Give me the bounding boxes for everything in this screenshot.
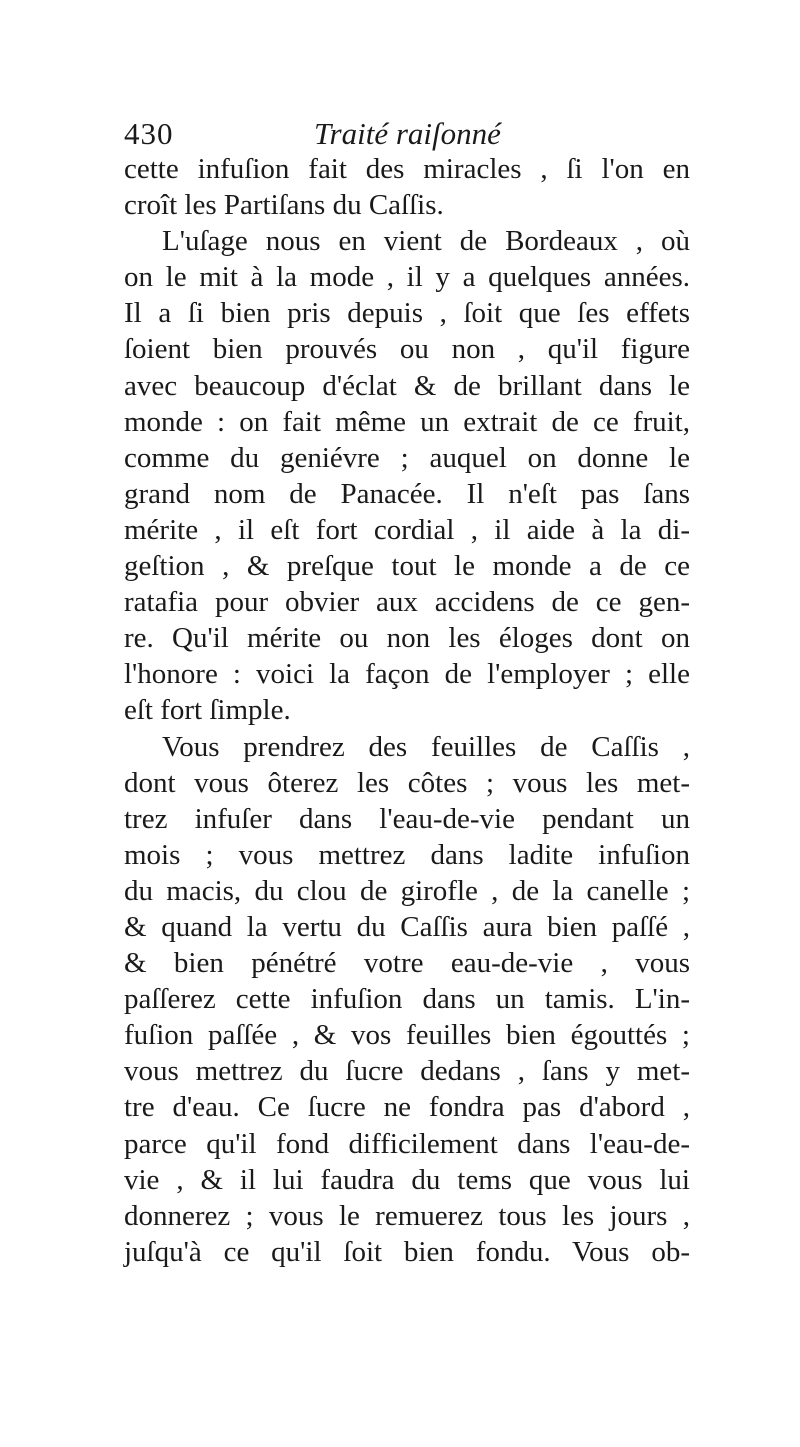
- text-line: geſtion , & preſque tout le monde a de ce: [124, 550, 690, 583]
- text-line: dont vous ôterez les côtes ; vous les met-: [124, 766, 690, 799]
- text-line: tre d'eau. Ce ſucre ne fondra pas d'abord ,: [124, 1091, 690, 1124]
- text-line: croît les Partiſans du Caſſis.: [124, 189, 444, 222]
- text-line: & quand la vertu du Caſſis aura bien paſſé ,: [124, 910, 690, 943]
- running-head: [124, 114, 564, 154]
- text-line: Il a ſi bien pris depuis , ſoit que ſes effets: [124, 297, 690, 330]
- running-title: Traité raiſonné: [314, 116, 501, 151]
- text-line: juſqu'à ce qu'il ſoit bien fondu. Vous ob-: [124, 1235, 690, 1268]
- text-line: mérite , il eſt fort cordial , il aide à la di-: [124, 513, 690, 546]
- text-line: Vous prendrez des feuilles de Caſſis ,: [162, 730, 690, 763]
- text-line: L'uſage nous en vient de Bordeaux , où: [162, 225, 690, 258]
- text-line: du macis, du clou de girofle , de la canelle ;: [124, 874, 690, 907]
- text-line: comme du geniévre ; auquel on donne le: [124, 441, 690, 474]
- text-line: trez infuſer dans l'eau-de-vie pendant un: [124, 802, 690, 835]
- text-line: fuſion paſſée , & vos feuilles bien égouttés ;: [124, 1019, 690, 1052]
- text-line: vous mettrez du ſucre dedans , ſans y met-: [124, 1055, 690, 1088]
- text-line: monde : on fait même un extrait de ce fruit,: [124, 405, 690, 438]
- text-line: cette infuſion fait des miracles , ſi l'on en: [124, 153, 690, 185]
- text-line: mois ; vous mettrez dans ladite infuſion: [124, 838, 690, 871]
- text-line: paſſerez cette infuſion dans un tamis. L'in-: [124, 983, 690, 1016]
- text-line: eſt fort ſimple.: [124, 694, 291, 727]
- text-line: on le mit à la mode , il y a quelques années.: [124, 261, 690, 294]
- text-line: donnerez ; vous le remuerez tous les jours ,: [124, 1199, 690, 1232]
- page-number: 430: [124, 116, 174, 151]
- text-line: l'honore : voici la façon de l'employer ; elle: [124, 658, 690, 691]
- text-line: avec beaucoup d'éclat & de brillant dans le: [124, 369, 690, 402]
- text-line: grand nom de Panacée. Il n'eſt pas ſans: [124, 477, 690, 510]
- text-line: ratafia pour obvier aux accidens de ce gen-: [124, 586, 690, 619]
- text-line: ſoient bien prouvés ou non , qu'il figure: [124, 333, 690, 366]
- body-text: [124, 151, 690, 1270]
- text-line: vie , & il lui faudra du tems que vous lui: [124, 1163, 690, 1196]
- text-line: & bien pénétré votre eau-de-vie , vous: [124, 947, 690, 980]
- text-line: re. Qu'il mérite ou non les éloges dont on: [124, 622, 690, 655]
- text-line: parce qu'il fond difficilement dans l'eau-de-: [124, 1127, 690, 1160]
